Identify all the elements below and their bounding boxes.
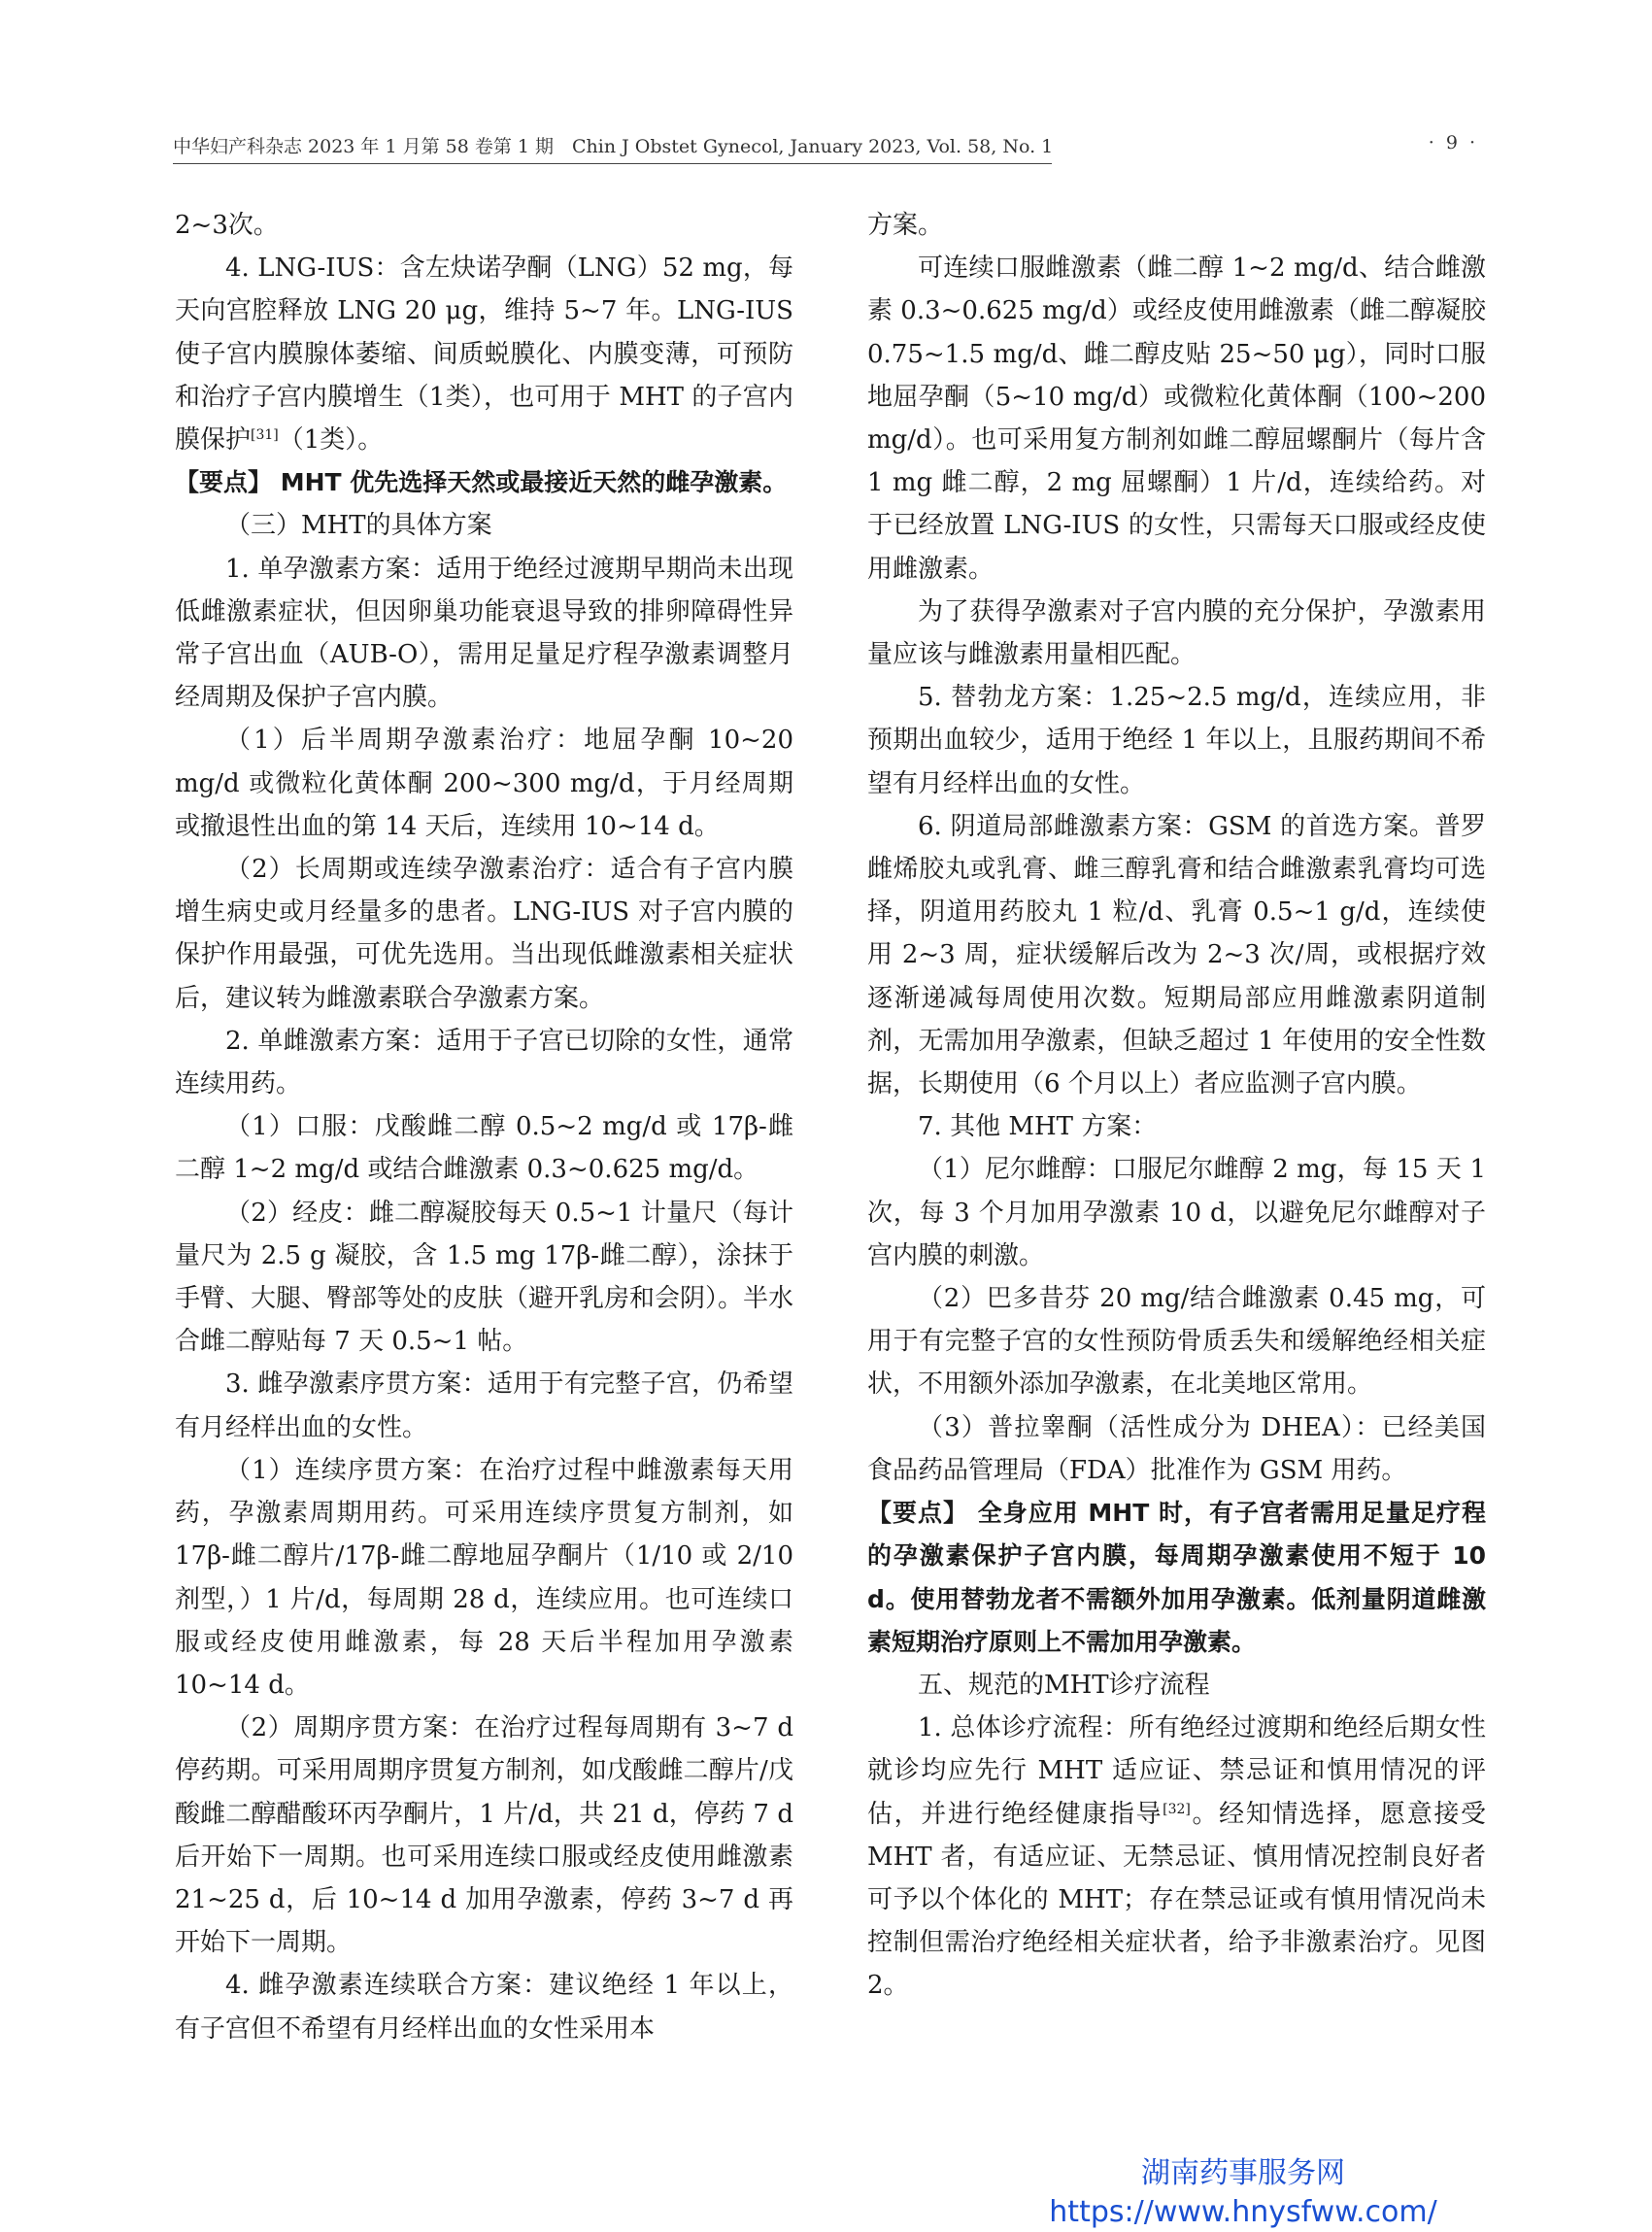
header-rule (173, 163, 1052, 164)
paragraph: 1. 单孕激素方案：适用于绝经过渡期早期尚未出现低雌激素症状，但因卵巢功能衰退导致的排卵障碍性异常子宫出血（AUB-O），需用足量足疗程孕激素调整月经周期及保护子宫内膜。 (175, 554, 793, 713)
section-heading: （三）MHT的具体方案 (225, 511, 492, 541)
paragraph: （1）后半周期孕激素治疗：地屈孕酮 10~20 mg/d 或微粒化黄体酮 200~300 mg/d，于月经周期或撤退性出血的第 14 天后，连续用 10~14 d。 (175, 726, 793, 841)
paragraph: 6. 阴道局部雌激素方案：GSM 的首选方案。普罗雌烯胶丸或乳膏、雌三醇乳膏和结合雌激素乳膏均可选择，阴道用药胶丸 1 粒/d、乳膏 0.5~1 g/d，连续使用 2~3 周，症状缓解后改为 2~3 次/周，或根据疗效逐渐递减每周使用次数。短期局部应用雌激素阴道制剂，无需加用孕激素，但缺乏超过 1 年使用的安全性数据，长期使用（6 个月以上）者应监测子宫内膜。 (867, 811, 1486, 1099)
paragraph (175, 247, 793, 461)
key-point-label: 【要点】 (175, 468, 273, 497)
running-header (173, 132, 1478, 165)
paragraph (867, 1707, 1486, 2007)
paragraph: 5. 替勃龙方案：1.25~2.5 mg/d，连续应用，非预期出血较少，适用于绝经 1 年以上，且服药期间不希望有月经样出血的女性。 (867, 683, 1486, 798)
page-number: · 9 · (1428, 132, 1478, 153)
paragraph: 2~3次。 (175, 211, 279, 240)
paragraph: 方案。 (867, 211, 944, 240)
watermark (1010, 2154, 1476, 2232)
paragraph: 3. 雌孕激素序贯方案：适用于有完整子宫，仍希望有月经样出血的女性。 (175, 1370, 793, 1442)
citation: [32] (1163, 1801, 1191, 1817)
paragraph-text: 4. LNG-IUS：含左炔诺孕酮（LNG）52 mg，每天向宫腔释放 LNG 20 μg，维持 5~7 年。LNG-IUS 使子宫内膜腺体萎缩、间质蜕膜化、内膜变薄，可预防和治疗子宫内膜增生（1类），也可用于 MHT 的子宫内膜保护 (175, 254, 793, 456)
paragraph-text: 。经知情选择，愿意接受 MHT 者，有适应证、无禁忌证、慎用情况控制良好者可予以个体化的 MHT；存在禁忌证或有慎用情况尚未控制但需治疗绝经相关症状者，给予非激素治疗。见图2。 (867, 1799, 1486, 2001)
left-column (175, 204, 793, 2050)
citation: [31] (251, 427, 279, 444)
paragraph: （1）尼尔雌醇：口服尼尔雌醇 2 mg，每 15 天 1 次，每 3 个月加用孕激素 10 d，以避免尼尔雌醇对子宫内膜的刺激。 (867, 1155, 1486, 1270)
paragraph-text: （1类）。 (278, 425, 384, 456)
key-point-text: 全身应用 MHT 时，有子宫者需用足量足疗程的孕激素保护子宫内膜，每周期孕激素使用不短于 10 d。使用替勃龙者不需额外加用孕激素。低剂量阴道雌激素短期治疗原则上不需加用孕激素。 (867, 1499, 1486, 1656)
journal-info: 中华妇产科杂志 2023 年 1 月第 58 卷第 1 期 Chin J Obstet Gynecol, January 2023, Vol. 58, No. 1 (173, 136, 1054, 157)
section-heading: 五、规范的MHT诊疗流程 (918, 1670, 1210, 1700)
paragraph: 为了获得孕激素对子宫内膜的充分保护，孕激素用量应该与雌激素用量相匹配。 (867, 596, 1486, 670)
paragraph: 7. 其他 MHT 方案： (918, 1112, 1158, 1142)
paragraph: （2）巴多昔芬 20 mg/结合雌激素 0.45 mg，可用于有完整子宫的女性预防骨质丢失和缓解绝经相关症状，不用额外添加孕激素，在北美地区常用。 (867, 1284, 1486, 1400)
watermark-url: https://www.hnysfww.com/ (1049, 2195, 1437, 2229)
key-point (867, 1492, 1486, 1664)
paragraph: 可连续口服雌激素（雌二醇 1~2 mg/d、结合雌激素 0.3~0.625 mg/d）或经皮使用雌激素（雌二醇凝胶 0.75~1.5 mg/d、雌二醇皮贴 25~50 μg），同时口服地屈孕酮（5~10 mg/d）或微粒化黄体酮（100~200 mg/d）。也可采用复方制剂如雌二醇屈螺酮片（每片含 1 mg 雌二醇，2 mg 屈螺酮）1 片/d，连续给药。对于已经放置 LNG-IUS 的女性，只需每天口服或经皮使用雌激素。 (867, 254, 1486, 584)
paragraph: （2）长周期或连续孕激素治疗：适合有子宫内膜增生病史或月经量多的患者。LNG-IUS 对子宫内膜的保护作用最强，可优先选用。当出现低雌激素相关症状后，建议转为雌激素联合孕激素方案。 (175, 855, 793, 1013)
paragraph: （3）普拉睾酮（活性成分为 DHEA）：已经美国食品药品管理局（FDA）批准作为 GSM 用药。 (867, 1412, 1486, 1485)
paragraph: （1）连续序贯方案：在治疗过程中雌激素每天用药，孕激素周期用药。可采用连续序贯复方制剂，如 17β-雌二醇片/17β-雌二醇地屈孕酮片（1/10 或 2/10 剂型，）1 片/d，每周期 28 d，连续应用。也可连续口服或经皮使用雌激素，每 28 天后半程加用孕激素 10~14 d。 (175, 1455, 793, 1700)
watermark-site-name: 湖南药事服务网 (1141, 2156, 1345, 2190)
paragraph: 4. 雌孕激素连续联合方案：建议绝经 1 年以上，有子宫但不希望有月经样出血的女性采用本 (175, 1971, 793, 2044)
key-point-label: 【要点】 (867, 1499, 969, 1528)
paragraph: 2. 单雌激素方案：适用于子宫已切除的女性，通常连续用药。 (175, 1026, 793, 1099)
paragraph: （1）口服：戊酸雌二醇 0.5~2 mg/d 或 17β-雌二醇 1~2 mg/d 或结合雌激素 0.3~0.625 mg/d。 (175, 1112, 793, 1185)
paragraph: （2）经皮：雌二醇凝胶每天 0.5~1 计量尺（每计量尺为 2.5 g 凝胶，含 1.5 mg 17β-雌二醇），涂抹于手臂、大腿、臀部等处的皮肤（避开乳房和会阴）。半水合雌二醇贴每 7 天 0.5~1 帖。 (175, 1198, 794, 1357)
key-point (175, 461, 793, 504)
key-point-text: MHT 优先选择天然或最接近天然的雌孕激素。 (272, 468, 788, 497)
paragraph: （2）周期序贯方案：在治疗过程每周期有 3~7 d 停药期。可采用周期序贯复方制剂，如戊酸雌二醇片/戊酸雌二醇醋酸环丙孕酮片，1 片/d，共 21 d，停药 7 d 后开始下一周期。也可采用连续口服或经皮使用雌激素 21~25 d，后 10~14 d 加用孕激素，停药 3~7 d 再开始下一周期。 (175, 1713, 793, 1958)
paragraph-text: 1. 总体诊疗流程：所有绝经过渡期和绝经后期女性就诊均应先行 MHT 适应证、禁忌证和慎用情况的评估，并进行绝经健康指导 (867, 1713, 1486, 1829)
right-column (867, 204, 1486, 2008)
